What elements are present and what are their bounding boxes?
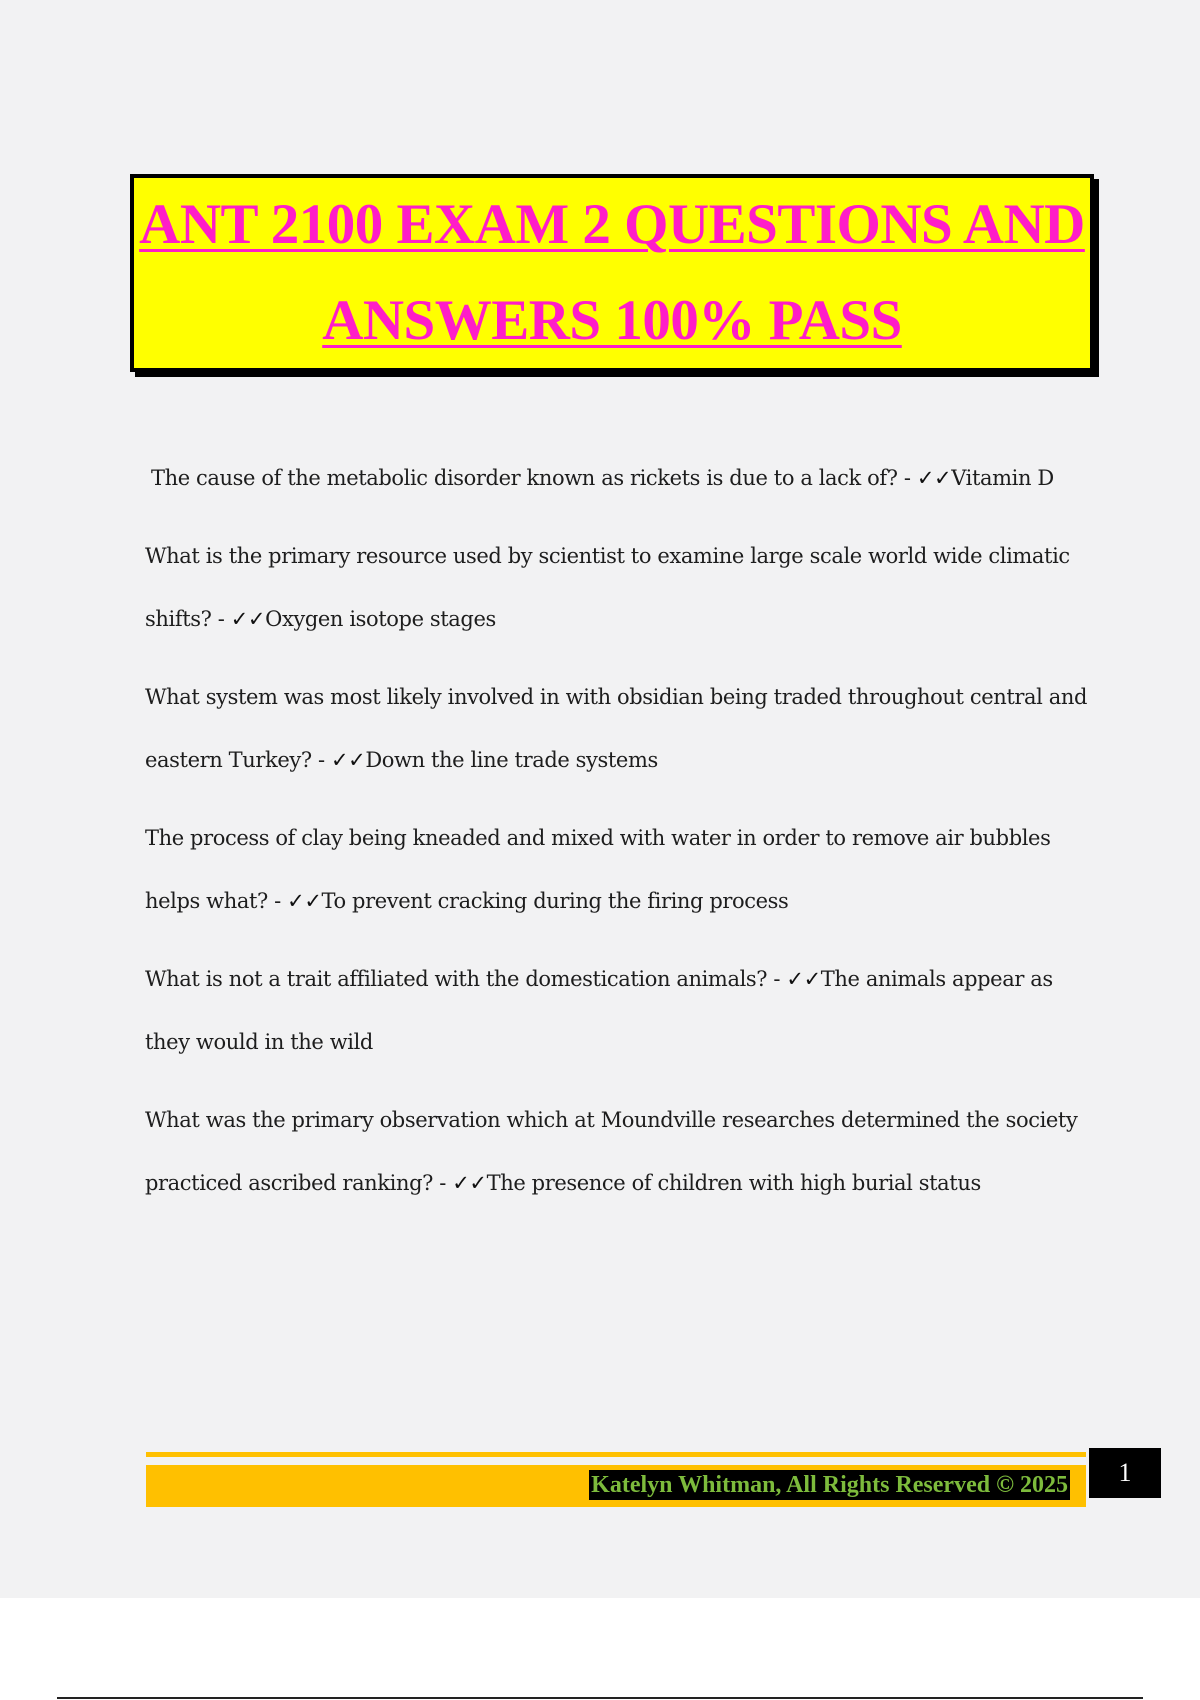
- page-number: 1: [1089, 1448, 1161, 1498]
- check-mark-icon: ✓✓: [330, 748, 366, 772]
- footer-rule: [146, 1452, 1086, 1454]
- title-banner: [130, 174, 1094, 372]
- check-mark-icon: ✓✓: [287, 889, 322, 913]
- qa-item: [145, 525, 1095, 651]
- page-bottom-rule: [57, 1697, 1143, 1699]
- qa-list: [145, 447, 1095, 1230]
- qa-item: [145, 666, 1095, 792]
- footer-divider: [146, 1457, 1086, 1465]
- question-text: What is not a trait affiliated with the domestication animals? -: [145, 967, 781, 991]
- check-mark-icon: ✓✓: [916, 466, 952, 490]
- question-text: What system was most likely involved in with obsidian being traded throughout central and eastern Turkey? -: [145, 685, 1088, 772]
- answer-text: The animals appear as they would in the wild: [145, 967, 1053, 1054]
- question-text: What is the primary resource used by scientist to examine large scale world wide climatic shifts? -: [145, 544, 1070, 631]
- answer-text: To prevent cracking during the firing process: [321, 889, 789, 913]
- qa-item: [145, 948, 1095, 1074]
- qa-item: [145, 447, 1095, 510]
- qa-item: [145, 807, 1095, 933]
- answer-text: Vitamin D: [951, 466, 1054, 490]
- copyright-notice: Katelyn Whitman, All Rights Reserved © 2025: [591, 1472, 1068, 1498]
- document-title-line-2: ANSWERS 100% PASS: [322, 289, 902, 352]
- answer-text: Oxygen isotope stages: [265, 607, 496, 631]
- question-text: The process of clay being kneaded and mixed with water in order to remove air bubbles helps what? -: [145, 826, 1051, 913]
- question-text: What was the primary observation which at Moundville researches determined the society practiced ascribed ranking? -: [145, 1108, 1078, 1195]
- document-title-line-1: ANT 2100 EXAM 2 QUESTIONS AND: [139, 193, 1085, 256]
- check-mark-icon: ✓✓: [230, 607, 266, 631]
- check-mark-icon: ✓✓: [786, 967, 821, 991]
- answer-text: Down the line trade systems: [365, 748, 658, 772]
- question-text: The cause of the metabolic disorder known as rickets is due to a lack of? -: [151, 466, 911, 490]
- answer-text: The presence of children with high burial status: [486, 1171, 981, 1195]
- check-mark-icon: ✓✓: [452, 1171, 487, 1195]
- qa-item: [145, 1089, 1095, 1215]
